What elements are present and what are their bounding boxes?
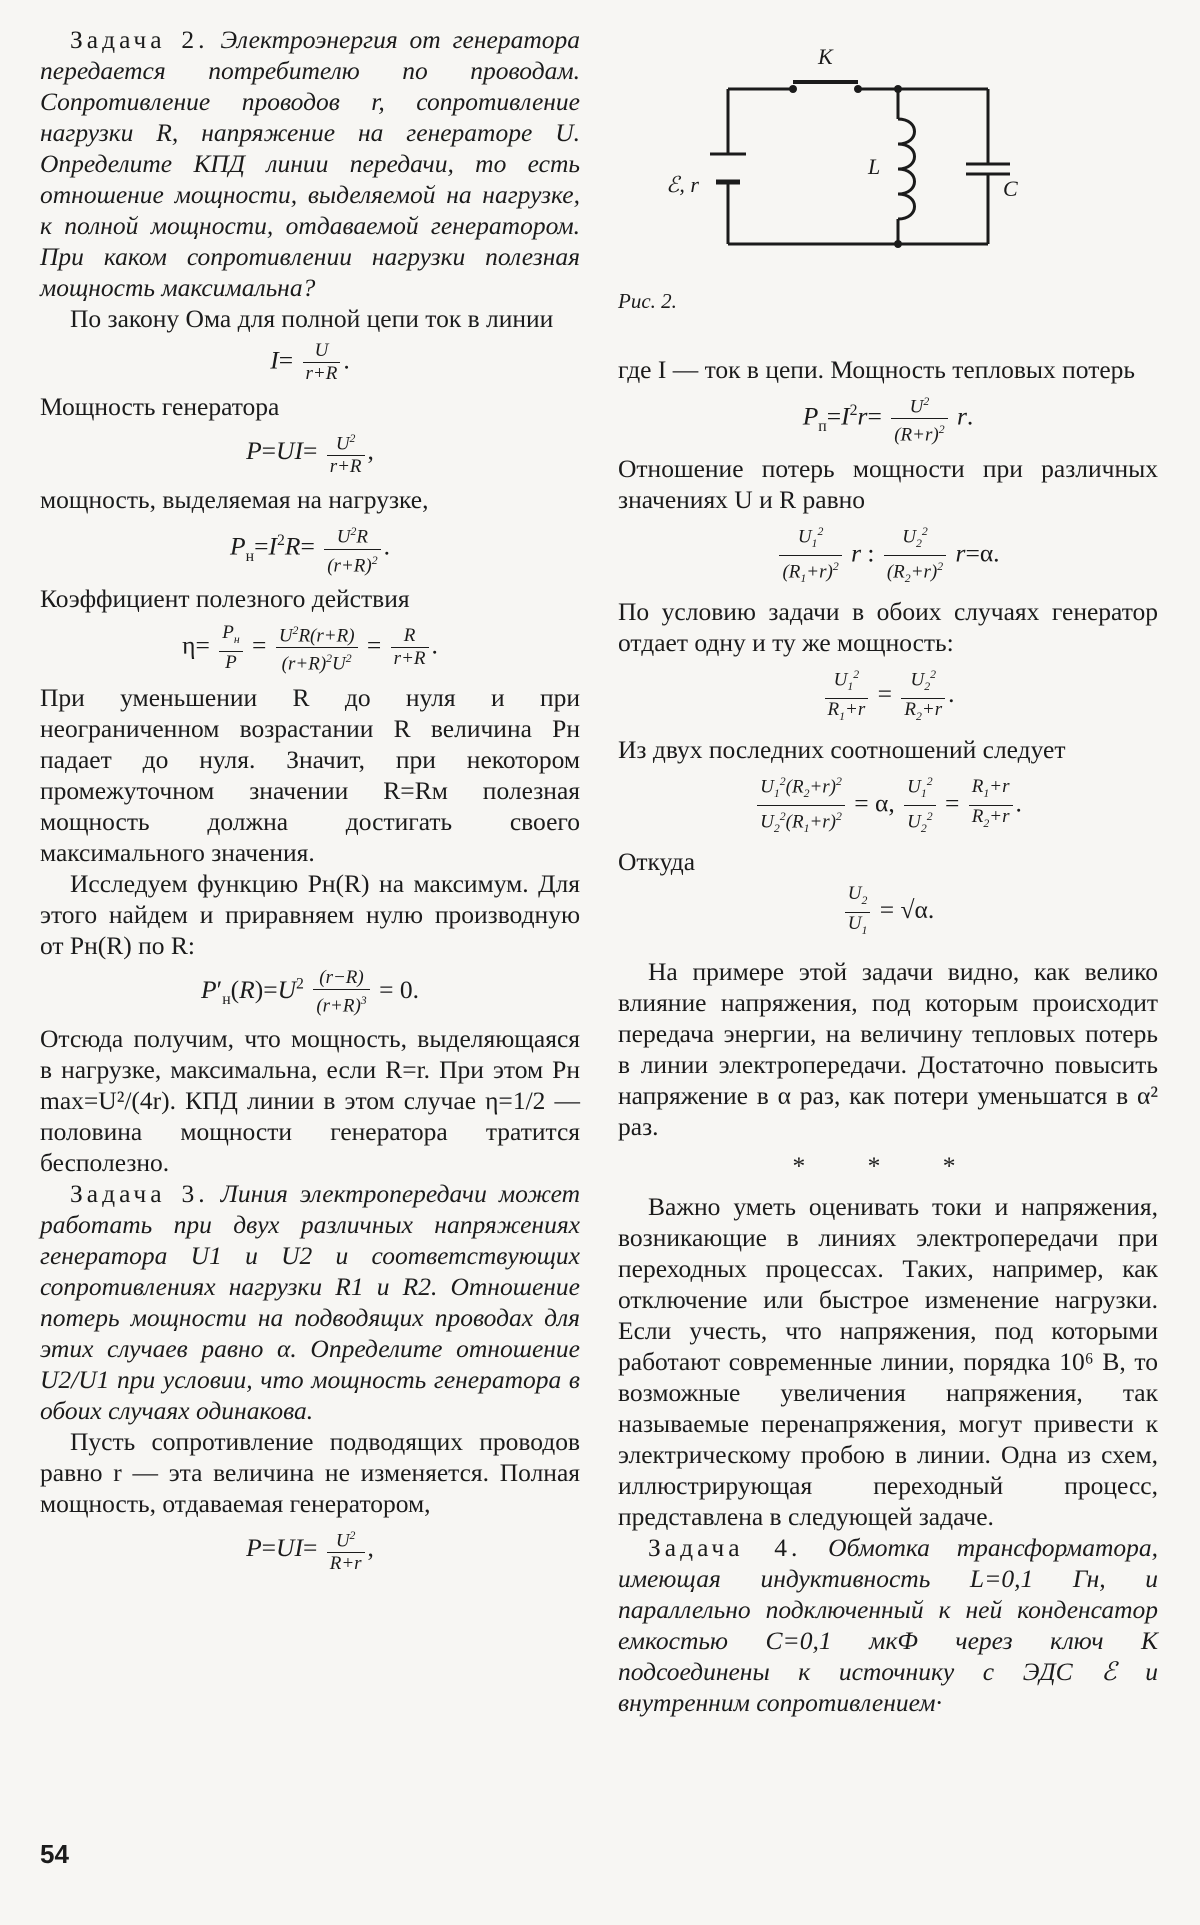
formula-relations: $\frac{U_1^2(R_2+r)^2}{U_2^2(R_1+r)^2}$ = α, $\frac{U_1^2}{U_2^2}$ = $\frac{R_1+r}{R_2+r}$ . xyxy=(618,771,1158,840)
formula-generator-power: P=UI= $\frac{U^2}{r+R}$ , xyxy=(40,428,580,478)
circuit-diagram xyxy=(658,24,1058,254)
label-inductor: L xyxy=(868,154,881,179)
label-source: ℰ, r xyxy=(666,172,699,197)
task2-text: Электроэнергия от генератора передается потребителю по проводам. Сопротивление проводов r, сопротивление нагрузки R, напряжение на генераторе U. Определите КПД линии передачи, то есть отношение мощности, выделяемой на нагрузке, к полной мощности, отдаваемой генератором. При каком сопротивлении нагрузки полезная мощность максимальна? xyxy=(40,25,580,302)
paragraph-investigate: Исследуем функцию Pн(R) на максимум. Для этого найдем и приравняем нулю производную от Pн(R) по R: xyxy=(40,868,580,960)
paragraph-result: Отсюда получим, что мощность, выделяющаяся в нагрузке, максимальна, если R=r. При этом Pн max=U²/(4r). КПД линии в этом случае η=1/2 — половина мощности генератора тратится бесполезно. xyxy=(40,1023,580,1177)
formula-load-power: $P_н=I^2R=$ $\frac{U^2R}{(r+R)^2}$ . xyxy=(40,521,580,577)
paragraph-ohm: По закону Ома для полной цепи ток в линии xyxy=(70,304,554,333)
formula-current: I= $\frac{U}{r+R}$ . xyxy=(270,340,350,384)
formula-heat-loss: $P_п=I^2r=$ $\frac{U^2}{(R+r)^2}$ r. xyxy=(618,391,1158,447)
paragraph-whence: Откуда xyxy=(618,847,696,877)
task3-text: Линия электропередачи может работать при двух различных напряжениях генератора U1 и U2 и соответствующих сопротивлениях нагрузки R1 и R2. Отношение потерь мощности на подводящих проводах для этих случаев равно α. Определите отношение U2/U1 при условии, что мощность генератора в обоих случаях одинакова. xyxy=(40,1178,580,1425)
task4-label: Задача 4. xyxy=(648,1532,802,1562)
paragraph-loss-ratio: Отношение потерь мощности при различных значениях U и R равно xyxy=(618,453,1158,514)
right-column xyxy=(618,24,1158,1718)
task3-statement xyxy=(40,1178,580,1426)
paragraph-efficiency: Коэффициент полезного действия xyxy=(40,583,410,613)
paragraph-generator-power: Мощность генератора xyxy=(40,392,280,421)
paragraph-example: На примере этой задачи видно, как велико влияние напряжения, под которым происходит передача энергии, на величину тепловых потерь в линии электропередачи. Достаточно повысить напряжение в α раз, как потери уменьшатся в α² раз. xyxy=(618,956,1158,1141)
left-column xyxy=(40,24,580,1581)
formula-equal-power: $\frac{U_1^2}{R_1+r}$ = $\frac{U_2^2}{R_2+r}$ . xyxy=(618,664,1158,728)
paragraph-resistance: Пусть сопротивление подводящих проводов равно r — эта величина не изменяется. Полная мощность, отдаваемая генератором, xyxy=(40,1426,580,1518)
paragraph-load-power: мощность, выделяемая на нагрузке, xyxy=(40,485,429,515)
label-capacitor: C xyxy=(1003,176,1018,201)
formula-efficiency: η= $\frac{P_н}{P}$ = $\frac{U^2R(r+R)}{(r+R)^2U^2}$ = $\frac{R}{r+R}$ . xyxy=(182,621,438,675)
circuit-figure xyxy=(618,24,1158,313)
paragraph-decrease: При уменьшении R до нуля и при неограниченном возрастании R величина Pн падает до нуля. Значит, при некотором промежуточном значении R=Rм полезная мощность должна достигать своего максимального значения. xyxy=(40,682,580,867)
formula-voltage-ratio: $\frac{U_2}{U_1}$ = √α. xyxy=(618,883,1158,942)
task2-label: Задача 2. xyxy=(70,25,209,54)
formula-derivative: $P'_н(R)=U^2$ $\frac{(r-R)}{(r+R)^3}$ = 0. xyxy=(201,966,419,1016)
task3-label: Задача 3. xyxy=(70,1178,209,1208)
paragraph-where: где I — ток в цепи. Мощность тепловых потерь xyxy=(618,355,1136,384)
task2-statement xyxy=(40,24,580,303)
label-key: K xyxy=(818,44,833,69)
formula-full-power: P=UI= $\frac{U^2}{R+r}$ , xyxy=(40,1525,580,1575)
page-number: 54 xyxy=(40,1839,69,1869)
task4-statement xyxy=(618,1532,1158,1718)
paragraph-follows: Из двух последних соотношений следует xyxy=(618,734,1066,764)
paragraph-important: Важно уметь оценивать токи и напряжения, возникающие в линиях электропередачи при переходных процессах. Таких, например, как отключение или быстрое изменение нагрузки. Если учесть, что напряжения, под которыми работают современные линии, порядка 10⁶ В, то возможные увеличения напряжения, так называемые перенапряжения, могут привести к электрическому пробою в линии. Одна из схем, иллюстрирующая переходный процесс, представлена в следующей задаче. xyxy=(618,1191,1158,1531)
task4-text: Обмотка трансформатора, имеющая индуктивность L=0,1 Гн, и параллельно подключенный к ней конденсатор емкостью C=0,1 мкФ через ключ К подсоединены к источнику с ЭДС ℰ и внутренним сопротивлением· xyxy=(618,1532,1158,1717)
figure-caption: Рис. 2. xyxy=(618,289,677,313)
paragraph-condition: По условию задачи в обоих случаях генератор отдает одну и ту же мощность: xyxy=(618,596,1158,657)
formula-loss-ratio: $\frac{U_1^2}{(R_1+r)^2}$ r : $\frac{U_2^2}{(R_2+r)^2}$ r=α. xyxy=(618,521,1158,590)
section-separator: * * * xyxy=(792,1150,984,1180)
